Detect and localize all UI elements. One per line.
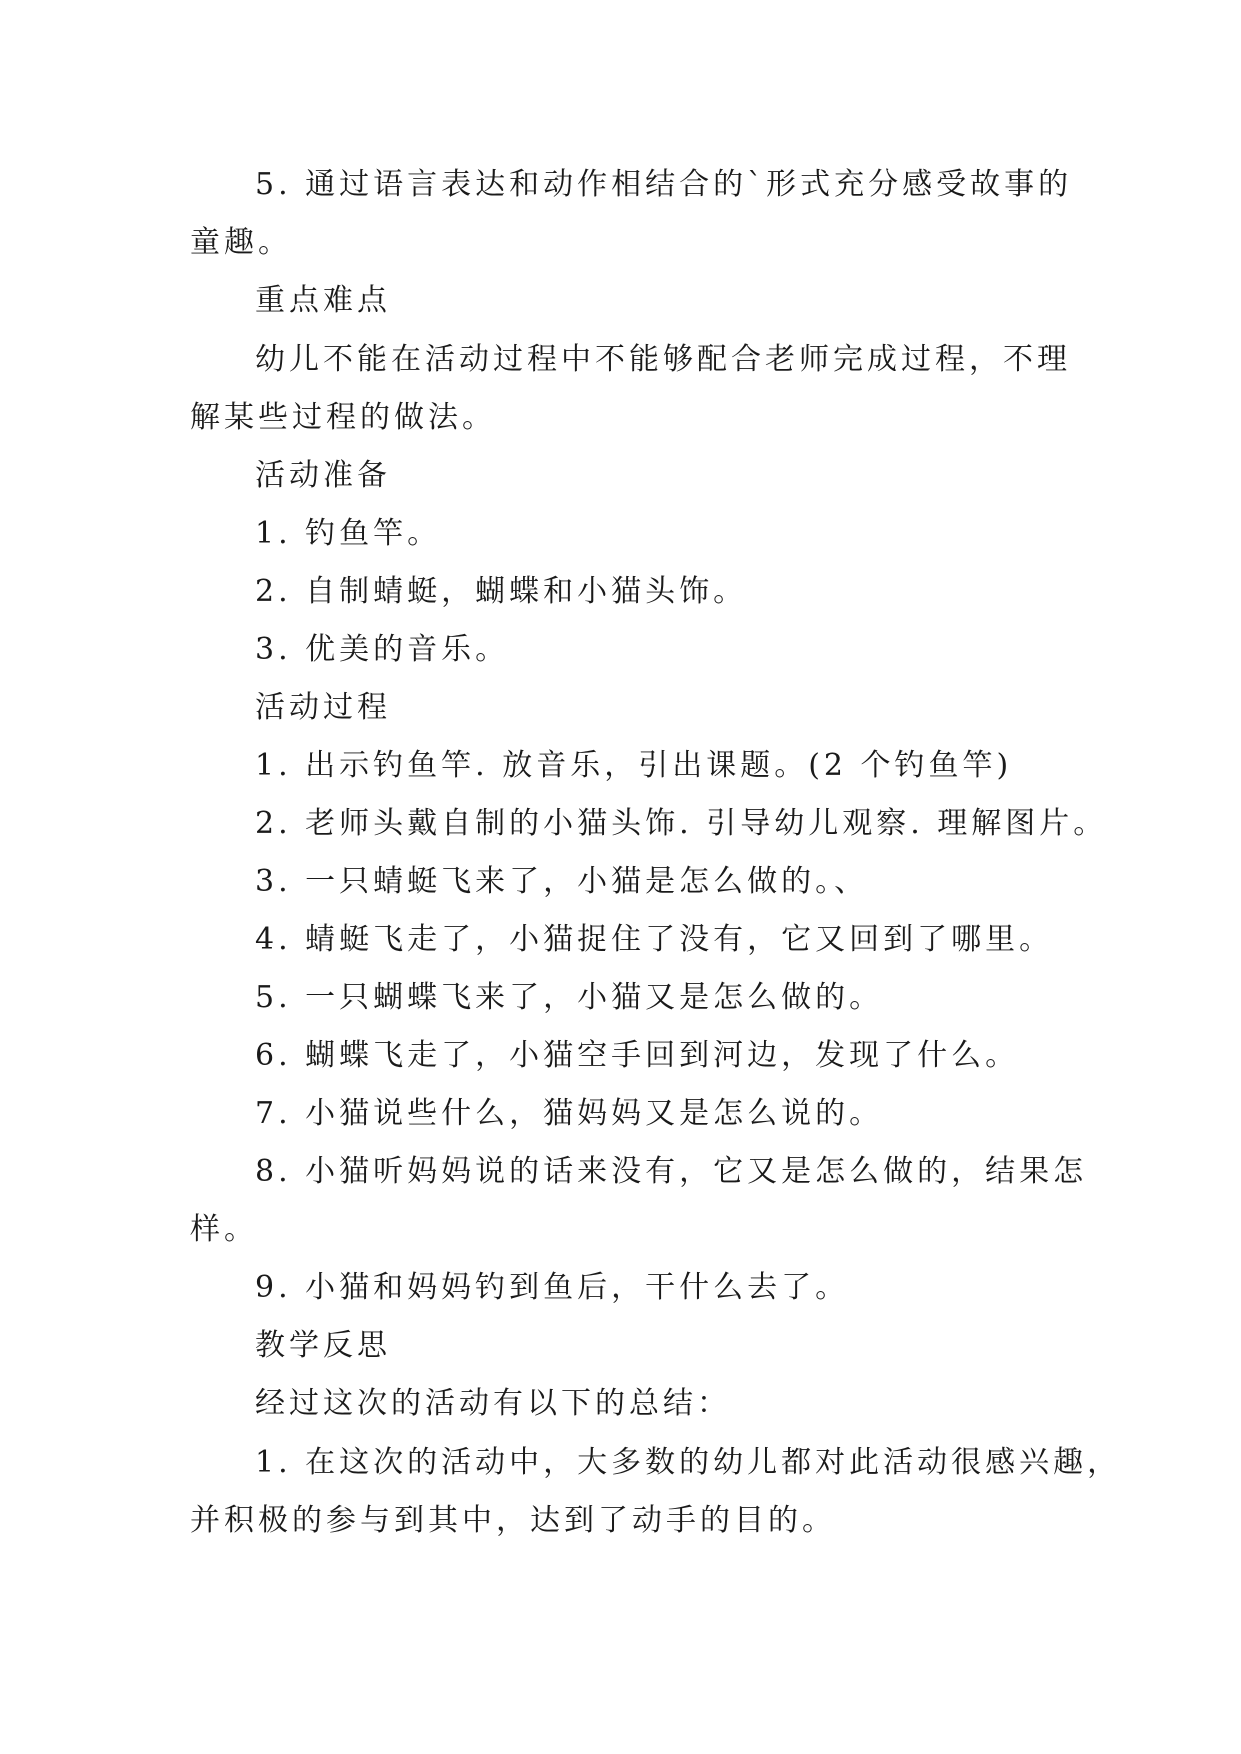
list-item-continuation: 样。: [190, 1212, 258, 1247]
section-heading: 活动过程: [255, 690, 391, 725]
list-item: 3. 优美的音乐。: [255, 632, 510, 667]
section-heading: 活动准备: [255, 458, 391, 493]
paragraph-line: 经过这次的活动有以下的总结：: [255, 1386, 731, 1421]
list-item-continuation: 并积极的参与到其中，达到了动手的目的。: [190, 1503, 836, 1538]
list-item: 8. 小猫听妈妈说的话来没有，它又是怎么做的，结果怎: [255, 1154, 1088, 1189]
list-item: 9. 小猫和妈妈钓到鱼后，干什么去了。: [255, 1270, 850, 1305]
section-heading: 重点难点: [255, 283, 391, 318]
list-item: 6. 蝴蝶飞走了，小猫空手回到河边，发现了什么。: [255, 1038, 1020, 1073]
section-heading: 教学反思: [255, 1328, 391, 1363]
list-item: 2. 自制蜻蜓，蝴蝶和小猫头饰。: [255, 574, 748, 609]
paragraph-line: 童趣。: [190, 225, 292, 260]
list-item: 7. 小猫说些什么，猫妈妈又是怎么说的。: [255, 1096, 884, 1131]
paragraph-line: 5. 通过语言表达和动作相结合的`形式充分感受故事的: [255, 167, 1073, 202]
list-item: 2. 老师头戴自制的小猫头饰. 引导幼儿观察. 理解图片。: [255, 806, 1108, 841]
list-item: 1. 钓鱼竿。: [255, 516, 442, 551]
list-item: 4. 蜻蜓飞走了，小猫捉住了没有，它又回到了哪里。: [255, 922, 1054, 957]
list-item: 1. 在这次的活动中，大多数的幼儿都对此活动很感兴趣，: [255, 1445, 1122, 1480]
list-item: 5. 一只蝴蝶飞来了，小猫又是怎么做的。: [255, 980, 884, 1015]
list-item: 1. 出示钓鱼竿. 放音乐，引出课题。(2 个钓鱼竿): [255, 748, 1013, 783]
paragraph-line: 解某些过程的做法。: [190, 400, 496, 435]
list-item: 3. 一只蜻蜓飞来了，小猫是怎么做的。、: [255, 864, 869, 899]
paragraph-line: 幼儿不能在活动过程中不能够配合老师完成过程，不理: [255, 342, 1071, 377]
